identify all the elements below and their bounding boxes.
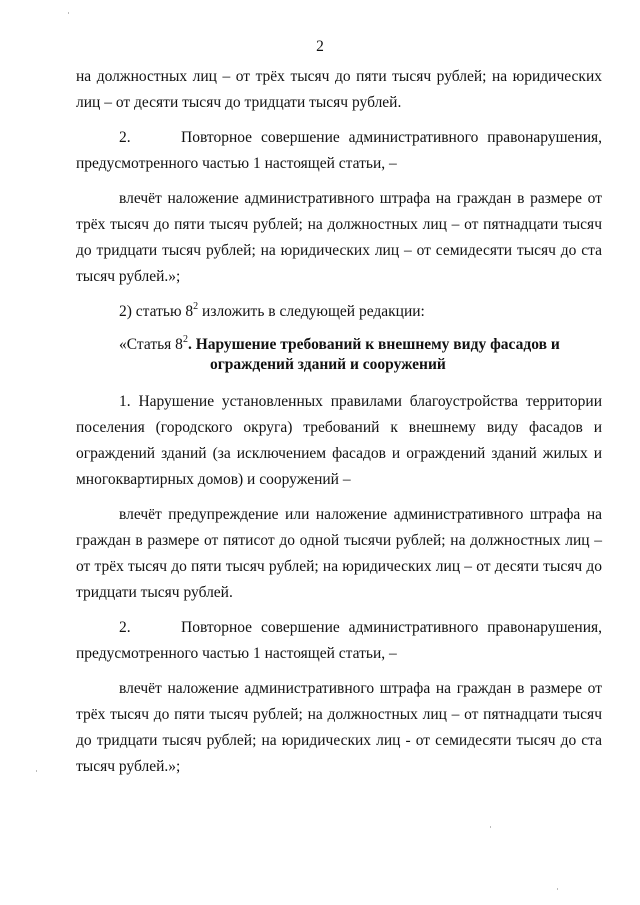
paragraph-number: 2.	[119, 619, 131, 636]
paragraph-text: Повторное совершение административного правонарушения, предусмотренного частью 1 настоящей статьи, –	[76, 619, 602, 662]
article-penalty-1: влечёт предупреждение или наложение административного штрафа на граждан в размере от пятисот до одной тысячи рублей; на должностных лиц – от трёх тысяч до пяти тысяч рублей; на юридических лиц – от десяти тысяч до тридцати тысяч рублей.	[76, 506, 602, 601]
instruction-text-end: изложить в следующей редакции:	[198, 303, 425, 320]
scan-speck	[490, 826, 491, 828]
article-dot: .	[187, 336, 196, 353]
document-body	[76, 64, 602, 780]
article-penalty-2: влечёт наложение административного штрафа на граждан в размере от трёх тысяч до пяти тысяч рублей; на должностных лиц – от пятнадцати тысяч до тридцати тысяч рублей; на юридических лиц - от семидесяти тысяч до ста тысяч рублей.»;	[76, 680, 602, 775]
instruction-text: 2) статью 8	[119, 303, 194, 320]
numbered-paragraph	[76, 125, 602, 177]
amendment-instruction	[76, 299, 602, 325]
article-part-1: 1. Нарушение установленных правилами благоустройства территории поселения (городского округа) требований к внешнему виду фасадов и ограждений зданий (за исключением фасадов и ограждений зданий жилых и многоквартирных домов) и сооружений –	[76, 393, 602, 488]
paragraph-number: 2.	[119, 129, 131, 146]
article-title-line1: Нарушение требований к внешнему виду фасадов и	[195, 336, 560, 353]
paragraph-text: Повторное совершение административного правонарушения, предусмотренного частью 1 настоящей статьи, –	[76, 129, 602, 172]
article-prefix: «Статья 8	[119, 336, 183, 353]
numbered-paragraph-2	[76, 615, 602, 667]
scan-speck	[68, 12, 69, 14]
scan-speck	[557, 888, 558, 890]
article-superscript: 2	[182, 333, 188, 345]
superscript: 2	[193, 300, 199, 312]
paragraph-continuation: на должностных лиц – от трёх тысяч до пяти тысяч рублей; на юридических лиц – от десяти тысяч до тридцати тысяч рублей.	[76, 68, 602, 111]
page-number: 2	[316, 38, 324, 55]
article-heading	[76, 335, 602, 375]
article-title-line2: ограждений зданий и сооружений	[210, 356, 446, 373]
penalty-paragraph: влечёт наложение административного штрафа на граждан в размере от трёх тысяч до пяти тысяч рублей; на должностных лиц – от пятнадцати тысяч до тридцати тысяч рублей; на юридических лиц – от семидесяти тысяч до ста тысяч рублей.»;	[76, 190, 602, 285]
scan-speck	[36, 770, 37, 772]
